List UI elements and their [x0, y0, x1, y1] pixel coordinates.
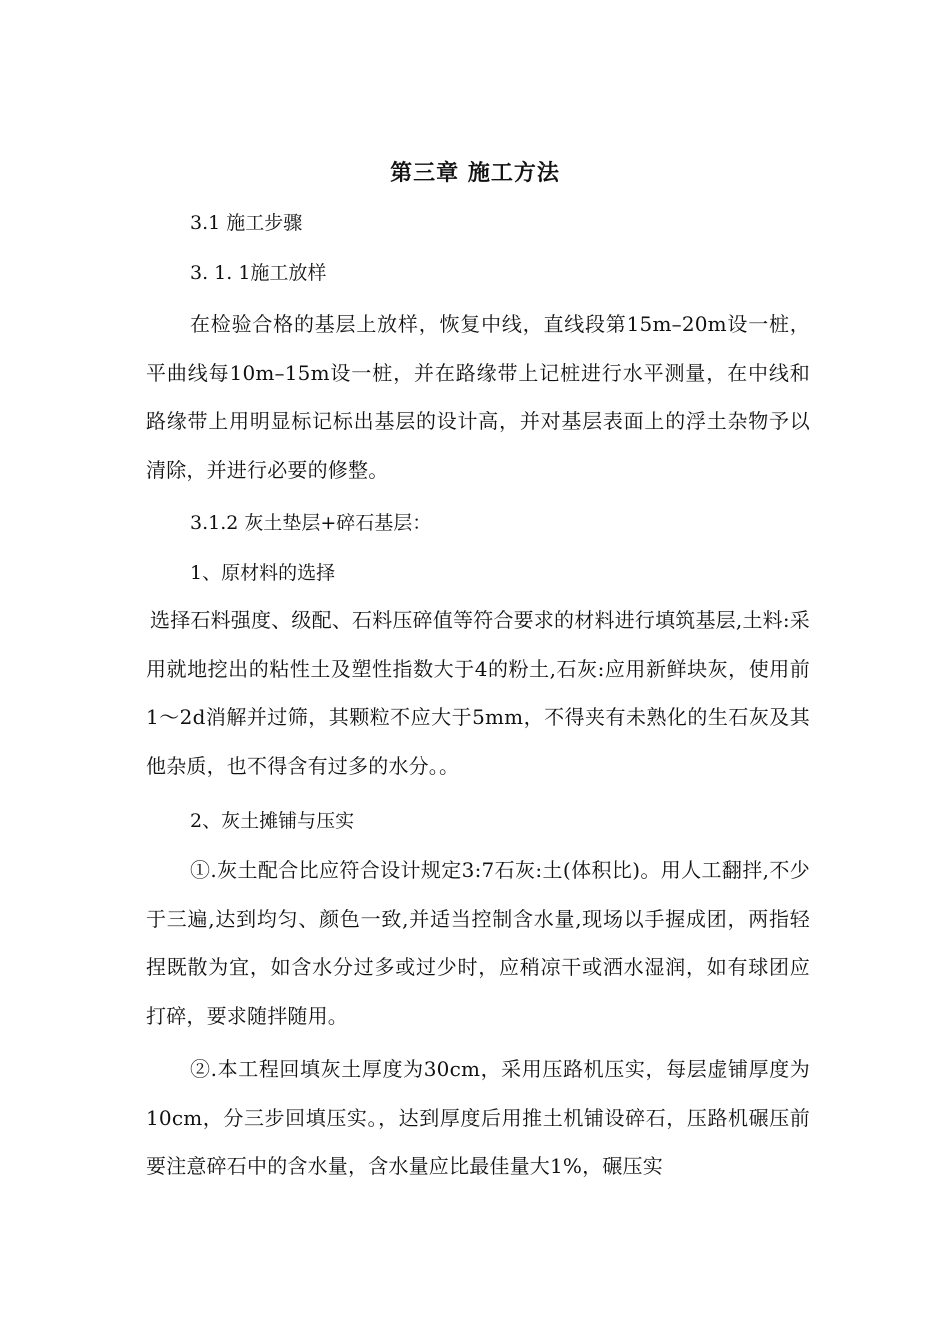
section-heading-3-1-2: 3.1.2 灰土垫层+碎石基层： [190, 512, 432, 534]
chapter-title: 第三章 施工方法 [390, 160, 560, 186]
paragraph-materials: 选择石料强度、级配、石料压碎值等符合要求的材料进行填筑基层,土料:采用就地挖出的粘性土及塑性指数大于4的粉土,石灰:应用新鲜块灰，使用前1～2d消解并过筛，其颗粒不应大于5mm，不得夹有未熟化的生石灰及其他杂质，也不得含有过多的水分。。 [146, 608, 810, 778]
paragraph-mix-ratio: ①.灰土配合比应符合设计规定3:7石灰:土(体积比)。用人工翻拌,不少于三遍,达到均匀、颜色一致,并适当控制含水量,现场以手握成团，两指轻捏既散为宜，如含水分过多或过少时，应稍凉干或洒水湿润，如有球团应打碎，要求随拌随用。 [146, 858, 810, 1028]
section-heading-materials: 1、原材料的选择 [190, 562, 336, 584]
paragraph-layout: 在检验合格的基层上放样，恢复中线，直线段第15m–20m设一桩，平曲线每10m–15m设一桩，并在路缘带上记桩进行水平测量，在中线和路缘带上用明显标记标出基层的设计高，并对基层表面上的浮土杂物予以清除，并进行必要的修整。 [146, 312, 810, 482]
section-heading-3-1: 3.1 施工步骤 [190, 212, 303, 234]
section-heading-3-1-1: 3. 1. 1施工放样 [190, 262, 327, 284]
paragraph-compaction: ②.本工程回填灰土厚度为30cm，采用压路机压实，每层虚铺厚度为10cm，分三步回填压实。，达到厚度后用推土机铺设碎石，压路机碾压前要注意碎石中的含水量，含水量应比最佳量大1%，碾压实 [146, 1057, 810, 1178]
section-heading-spreading: 2、灰土摊铺与压实 [190, 810, 355, 832]
